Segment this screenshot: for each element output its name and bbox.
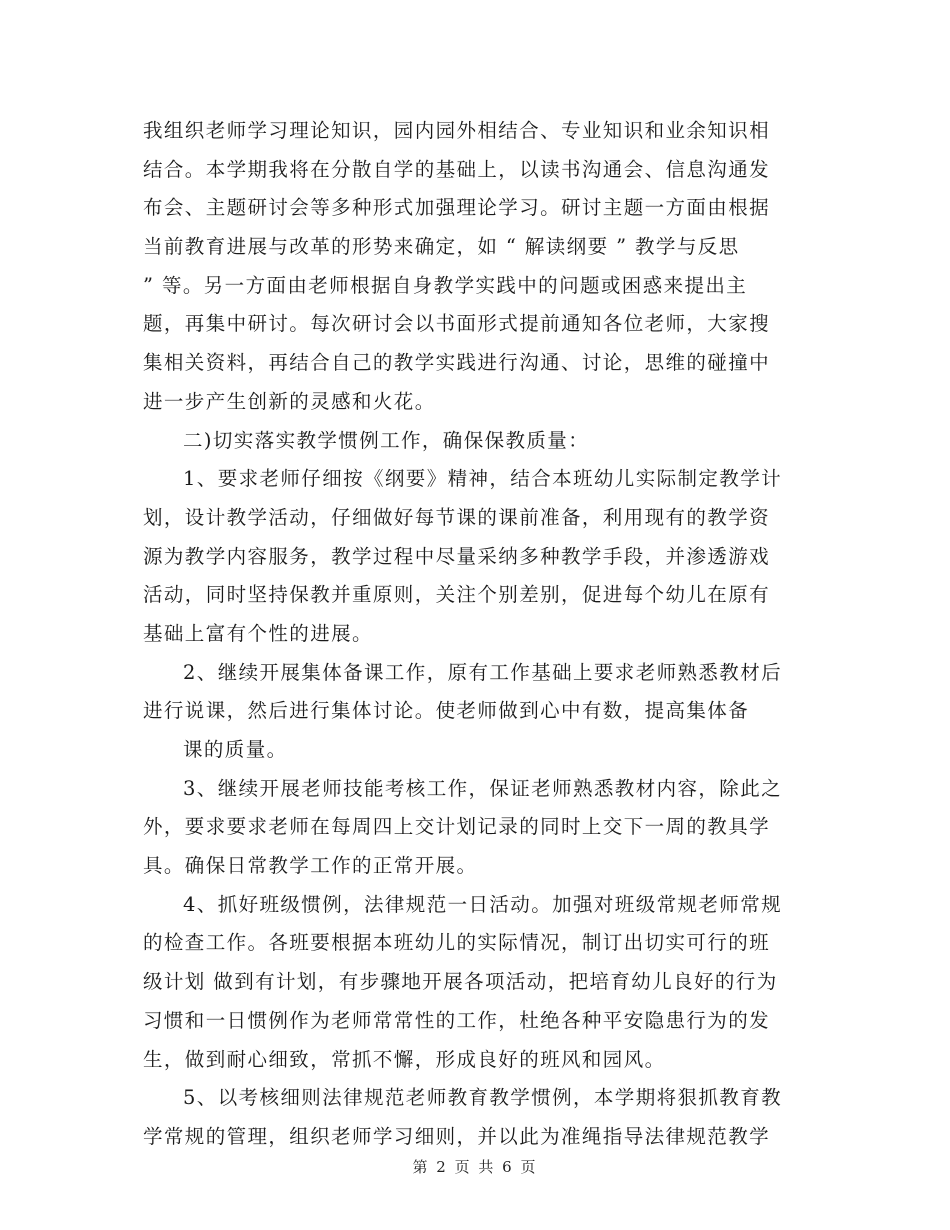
body-line: 的检查工作。各班要根据本班幼儿的实际情况，制订出切实可行的班 — [143, 931, 771, 955]
body-line: 基础上富有个性的进展。 — [143, 621, 373, 645]
body-line: 5、以考核细则法律规范老师教育教学惯例，本学期将狠抓教育教 — [183, 1086, 783, 1110]
body-line: 2、继续开展集体备课工作，原有工作基础上要求老师熟悉教材后 — [183, 660, 783, 684]
body-line: 3、继续开展老师技能考核工作，保证老师熟悉教材内容，除此之 — [183, 776, 783, 800]
body-line: 源为教学内容服务，教学过程中尽量采纳多种教学手段，并渗透游戏 — [143, 544, 771, 568]
body-line: 我组织老师学习理论知识，园内园外相结合、专业知识和业余知识相 — [143, 119, 771, 142]
body-line: 课的质量。 — [183, 738, 288, 761]
body-line: 划，设计教学活动，仔细做好每节课的课前准备，利用现有的教学资 — [143, 505, 771, 529]
body-line: 外，要求要求老师在每周四上交计划记录的同时上交下一周的教具学 — [143, 815, 771, 839]
body-line: 1、要求老师仔细按《纲要》精神，结合本班幼儿实际制定教学计 — [183, 467, 783, 491]
body-line: 题，再集中研讨。每次研讨会以书面形式提前通知各位老师，大家搜 — [143, 312, 771, 336]
body-line: 级计划 做到有计划，有步骤地开展各项活动，把培育幼儿良好的行为 — [143, 970, 778, 994]
body-line: 生，做到耐心细致，常抓不懈，形成良好的班风和园风。 — [143, 1047, 666, 1071]
body-line: 结合。本学期我将在分散自学的基础上，以读书沟通会、信息沟通发 — [143, 157, 771, 181]
body-line: 进一步产生创新的灵感和火花。 — [143, 389, 436, 413]
body-line: 进行说课，然后进行集体讨论。使老师做到心中有数，提高集体备 — [143, 699, 750, 723]
body-line: 学常规的管理，组织老师学习细则，并以此为准绳指导法律规范教学 — [143, 1124, 771, 1148]
body-line: 习惯和一日惯例作为老师常常性的工作，杜绝各种平安隐患行为的发 — [143, 1008, 771, 1032]
body-line: 4、抓好班级惯例，法律规范一日活动。加强对班级常规老师常规 — [183, 892, 783, 916]
body-line: 当前教育进展与改革的形势来确定，如 “ 解读纲要 ” 教学与反思 — [143, 235, 740, 259]
body-line: 集相关资料，再结合自己的教学实践进行沟通、讨论，思维的碰撞中 — [143, 351, 771, 375]
body-line: 活动，同时坚持保教并重原则，关注个别差别，促进每个幼儿在原有 — [143, 583, 771, 607]
body-line: ” 等。另一方面由老师根据自身教学实践中的问题或困惑来提出主 — [143, 273, 748, 297]
body-line: 具。确保日常教学工作的正常开展。 — [143, 854, 478, 878]
page-number-footer: 第 2 页 共 6 页 — [412, 1158, 538, 1176]
body-line: 布会、主题研讨会等多种形式加强理论学习。研讨主题一方面由根据 — [143, 196, 771, 220]
document-body — [143, 112, 813, 1157]
section-heading: 二)切实落实教学惯例工作，确保保教质量： — [183, 428, 590, 452]
